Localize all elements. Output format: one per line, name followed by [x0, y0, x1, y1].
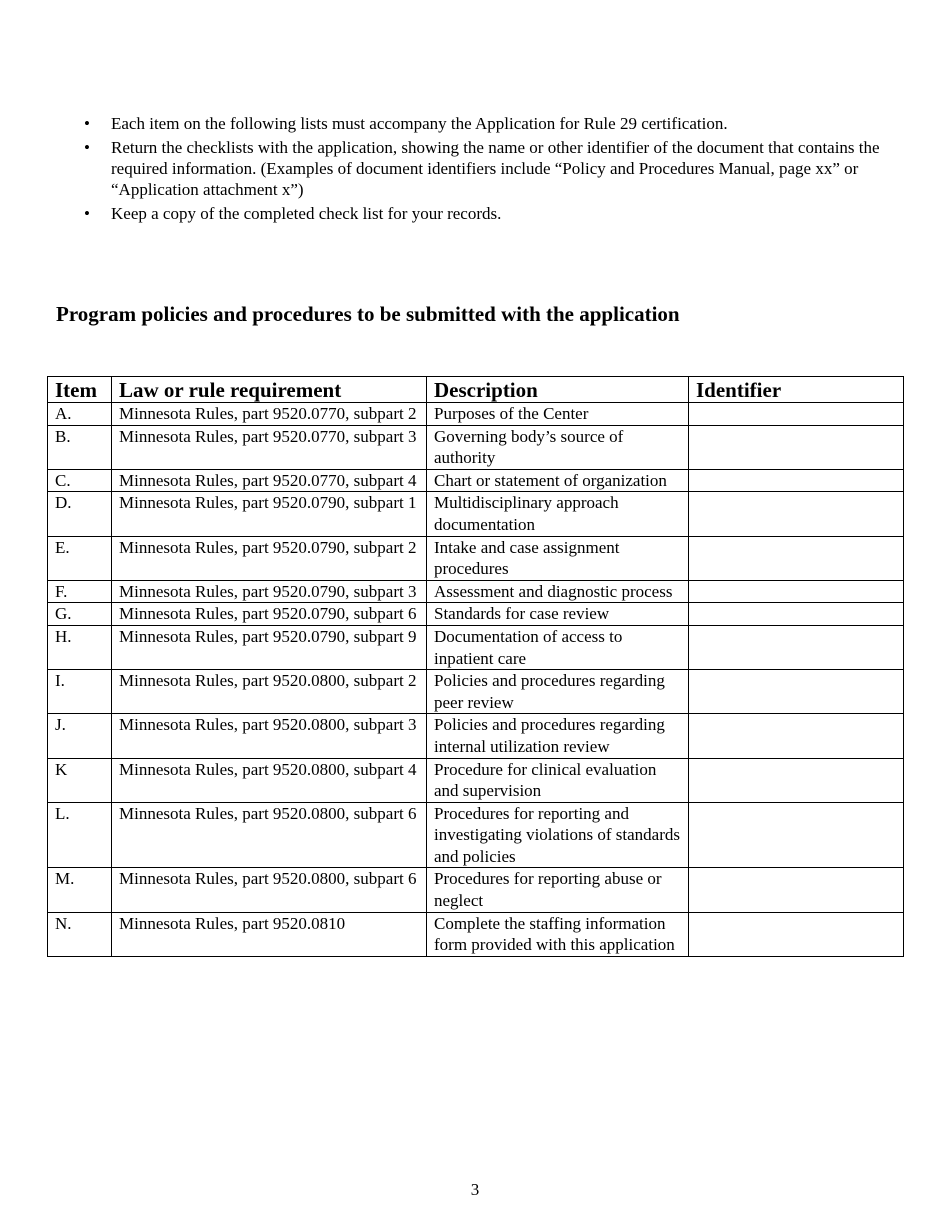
cell-law: Minnesota Rules, part 9520.0800, subpart 3: [112, 714, 427, 758]
cell-description: Chart or statement of organization: [427, 469, 689, 492]
table-row: [48, 403, 904, 426]
table-row: [48, 714, 904, 758]
instruction-item: [84, 137, 881, 200]
cell-description: Procedure for clinical evaluation and supervision: [427, 758, 689, 802]
header-identifier: Identifier: [689, 377, 904, 403]
bullet-icon: •: [84, 114, 90, 133]
cell-identifier[interactable]: [689, 536, 904, 580]
cell-item: F.: [48, 580, 112, 603]
cell-law: Minnesota Rules, part 9520.0790, subpart 9: [112, 625, 427, 669]
table-row: [48, 758, 904, 802]
cell-item: H.: [48, 625, 112, 669]
cell-item: D.: [48, 492, 112, 536]
cell-identifier[interactable]: [689, 425, 904, 469]
section-title: Program policies and procedures to be submitted with the application: [56, 302, 680, 326]
cell-identifier[interactable]: [689, 868, 904, 912]
cell-law: Minnesota Rules, part 9520.0800, subpart 4: [112, 758, 427, 802]
cell-description: Policies and procedures regarding peer review: [427, 670, 689, 714]
table-row: [48, 670, 904, 714]
cell-description: Standards for case review: [427, 603, 689, 626]
instruction-text: Return the checklists with the application, showing the name or other identifier of the document that contains the required information. (Examples of document identifiers include “Policy and Procedures Manual, page xx” or “Application attachment x”): [111, 138, 880, 199]
bullet-icon: •: [84, 138, 90, 157]
table-row: [48, 425, 904, 469]
cell-law: Minnesota Rules, part 9520.0800, subpart 2: [112, 670, 427, 714]
table-row: [48, 912, 904, 956]
table-row: [48, 625, 904, 669]
instruction-text: Each item on the following lists must accompany the Application for Rule 29 certification.: [111, 114, 728, 133]
header-item: Item: [48, 377, 112, 403]
requirements-table: [47, 376, 904, 957]
instruction-item: [84, 113, 881, 134]
table-row: [48, 802, 904, 868]
header-law: Law or rule requirement: [112, 377, 427, 403]
table-row: [48, 580, 904, 603]
page-number: 3: [470, 1180, 480, 1199]
cell-description: Assessment and diagnostic process: [427, 580, 689, 603]
table-row: [48, 868, 904, 912]
cell-law: Minnesota Rules, part 9520.0790, subpart 6: [112, 603, 427, 626]
cell-description: Governing body’s source of authority: [427, 425, 689, 469]
cell-identifier[interactable]: [689, 714, 904, 758]
cell-item: L.: [48, 802, 112, 868]
instructions-list: [84, 113, 881, 227]
instruction-item: [84, 203, 881, 224]
cell-law: Minnesota Rules, part 9520.0790, subpart 2: [112, 536, 427, 580]
cell-law: Minnesota Rules, part 9520.0770, subpart 3: [112, 425, 427, 469]
cell-description: Multidisciplinary approach documentation: [427, 492, 689, 536]
cell-law: Minnesota Rules, part 9520.0770, subpart 2: [112, 403, 427, 426]
cell-law: Minnesota Rules, part 9520.0790, subpart 3: [112, 580, 427, 603]
instruction-text: Keep a copy of the completed check list for your records.: [111, 204, 502, 223]
cell-item: C.: [48, 469, 112, 492]
cell-law: Minnesota Rules, part 9520.0770, subpart 4: [112, 469, 427, 492]
cell-law: Minnesota Rules, part 9520.0810: [112, 912, 427, 956]
cell-item: A.: [48, 403, 112, 426]
bullet-icon: •: [84, 204, 90, 223]
cell-identifier[interactable]: [689, 625, 904, 669]
cell-item: E.: [48, 536, 112, 580]
cell-description: Complete the staffing information form provided with this application: [427, 912, 689, 956]
cell-identifier[interactable]: [689, 492, 904, 536]
cell-law: Minnesota Rules, part 9520.0790, subpart 1: [112, 492, 427, 536]
table-header-row: [48, 377, 904, 403]
cell-identifier[interactable]: [689, 758, 904, 802]
table-row: [48, 536, 904, 580]
cell-identifier[interactable]: [689, 670, 904, 714]
cell-identifier[interactable]: [689, 603, 904, 626]
cell-description: Policies and procedures regarding internal utilization review: [427, 714, 689, 758]
cell-identifier[interactable]: [689, 802, 904, 868]
cell-description: Procedures for reporting and investigating violations of standards and policies: [427, 802, 689, 868]
cell-identifier[interactable]: [689, 580, 904, 603]
table-row: [48, 492, 904, 536]
cell-item: K: [48, 758, 112, 802]
cell-description: Documentation of access to inpatient care: [427, 625, 689, 669]
cell-item: B.: [48, 425, 112, 469]
cell-identifier[interactable]: [689, 469, 904, 492]
table-row: [48, 469, 904, 492]
cell-law: Minnesota Rules, part 9520.0800, subpart 6: [112, 868, 427, 912]
header-description: Description: [427, 377, 689, 403]
cell-description: Purposes of the Center: [427, 403, 689, 426]
cell-identifier[interactable]: [689, 912, 904, 956]
cell-item: I.: [48, 670, 112, 714]
cell-law: Minnesota Rules, part 9520.0800, subpart 6: [112, 802, 427, 868]
cell-description: Procedures for reporting abuse or neglect: [427, 868, 689, 912]
cell-item: M.: [48, 868, 112, 912]
cell-item: N.: [48, 912, 112, 956]
table-row: [48, 603, 904, 626]
cell-identifier[interactable]: [689, 403, 904, 426]
cell-description: Intake and case assignment procedures: [427, 536, 689, 580]
cell-item: G.: [48, 603, 112, 626]
cell-item: J.: [48, 714, 112, 758]
